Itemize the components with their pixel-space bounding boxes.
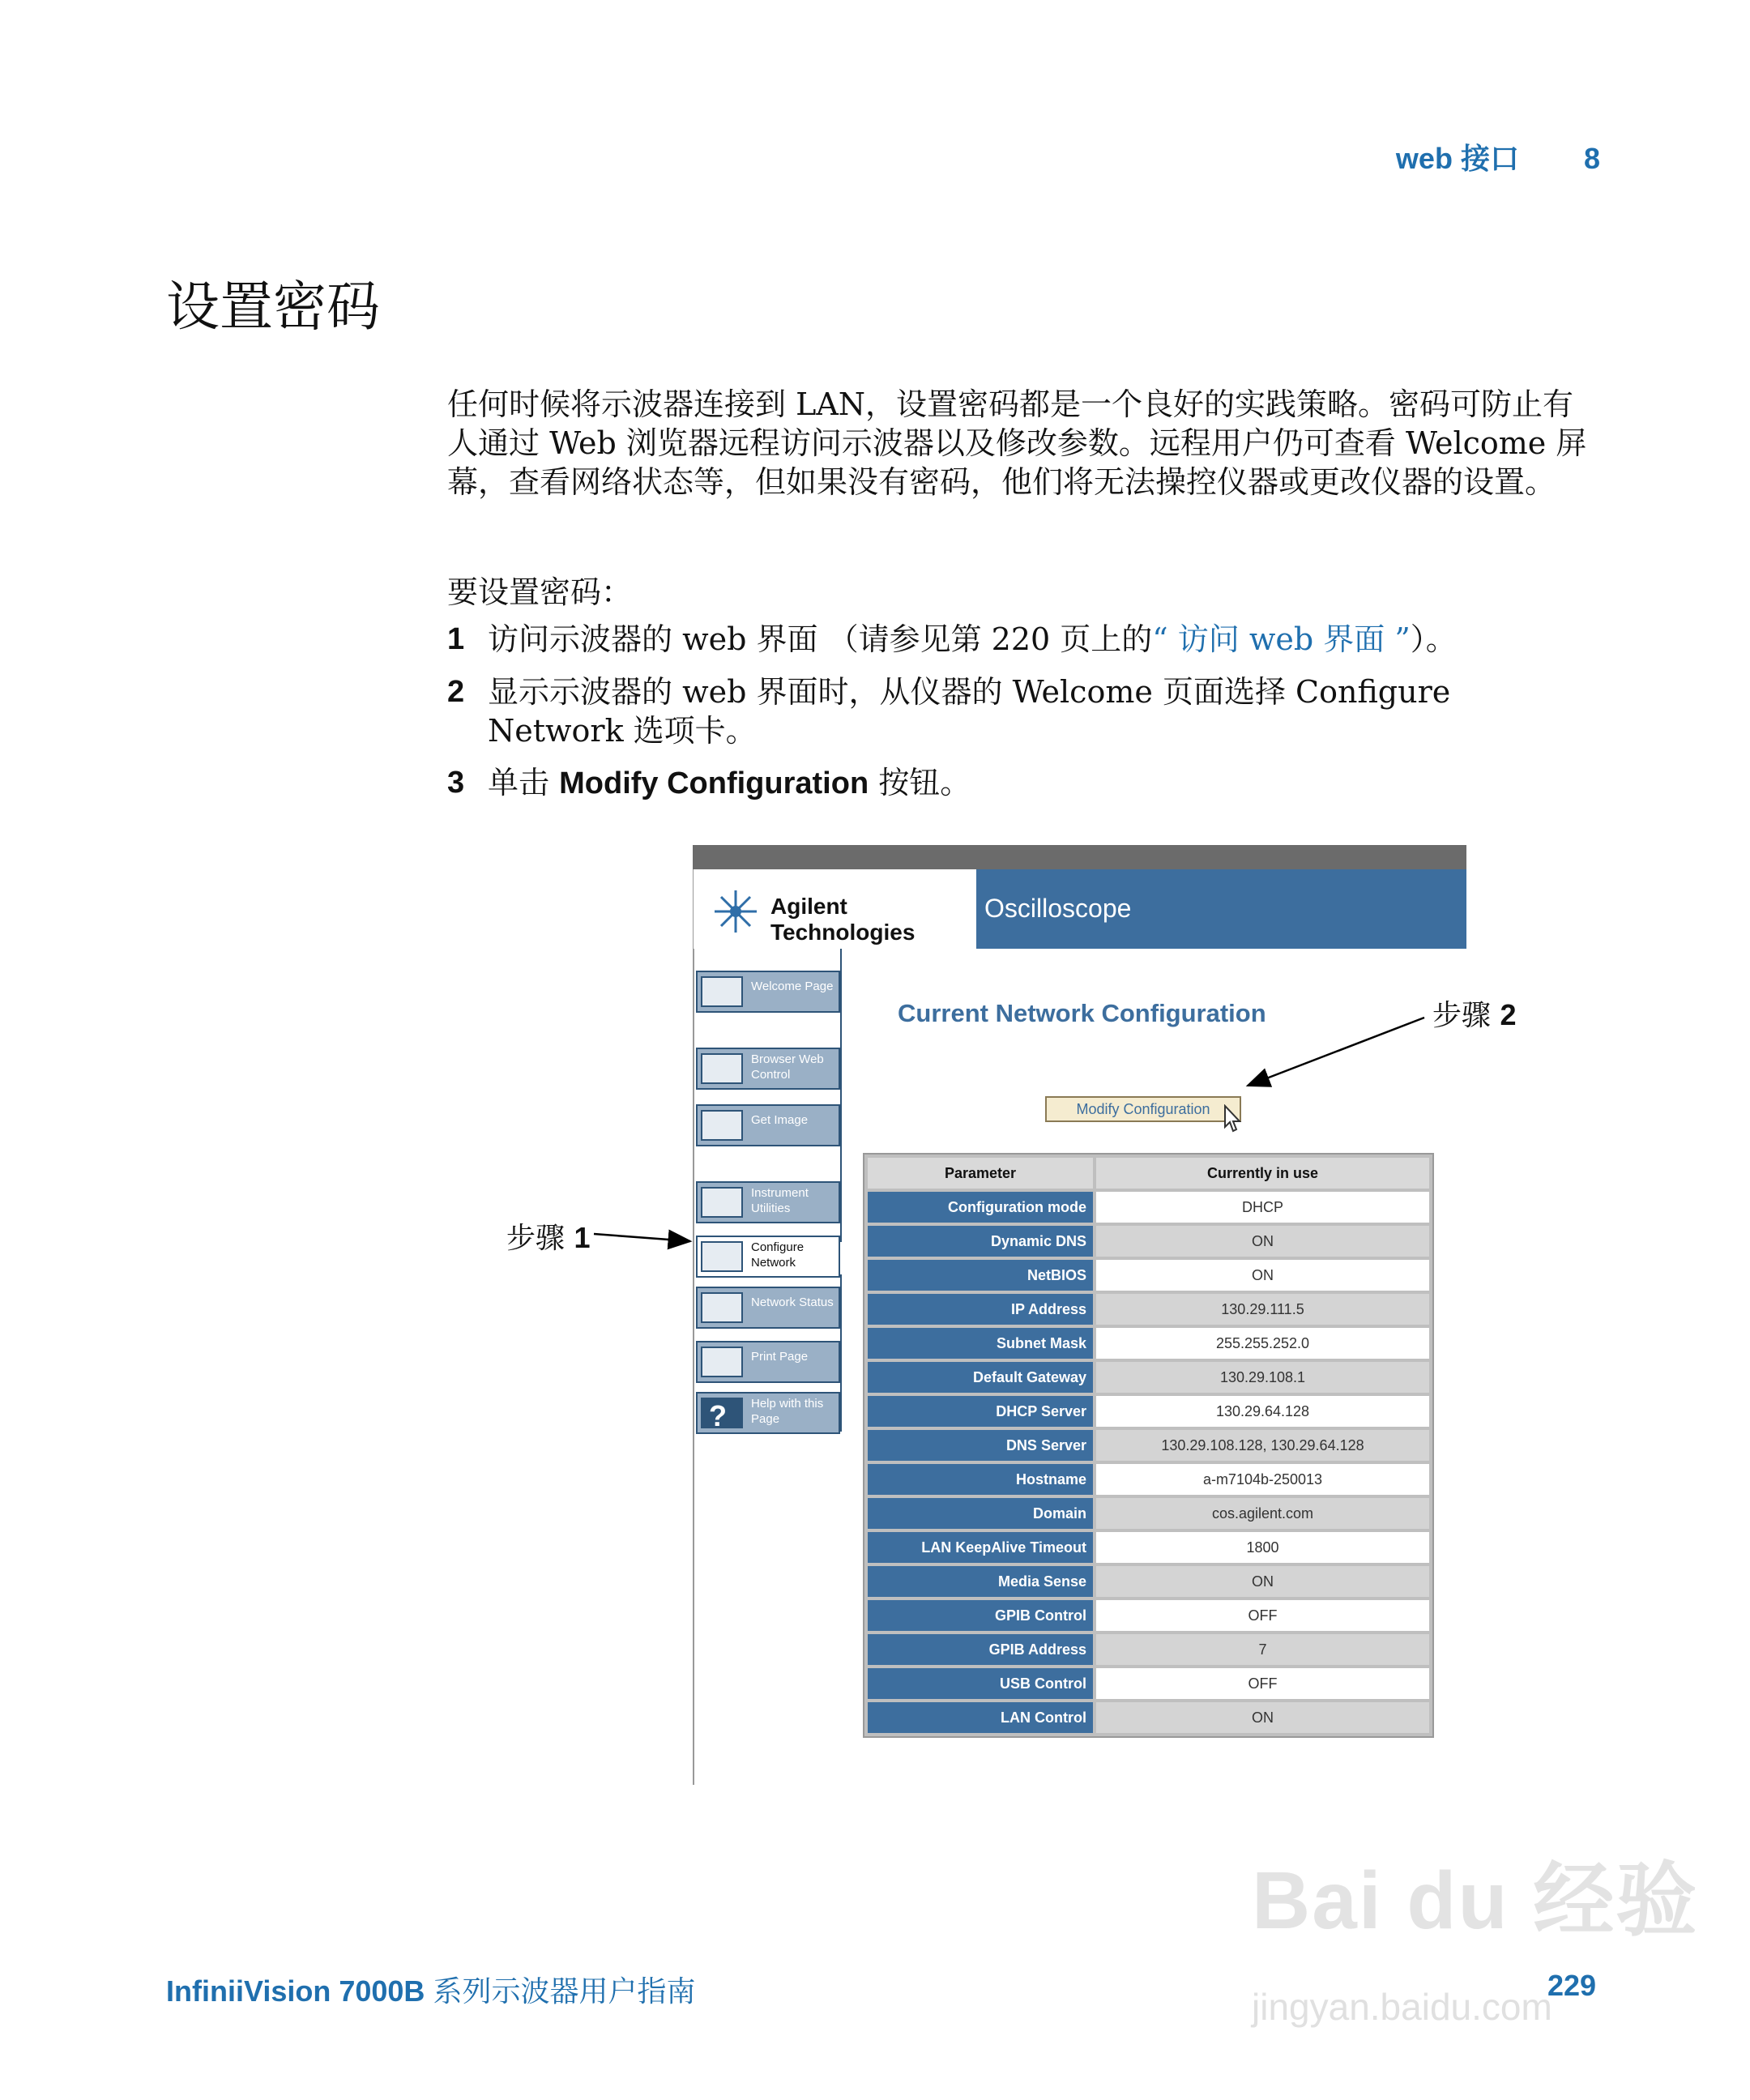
- value-cell: OFF: [1096, 1600, 1429, 1631]
- footer-product: InfiniiVision 7000B: [166, 1974, 425, 2008]
- value-cell: cos.agilent.com: [1096, 1498, 1429, 1529]
- link-access-web-interface[interactable]: “ 访问 web 界面 ”: [1152, 621, 1411, 657]
- value-cell: ON: [1096, 1226, 1429, 1257]
- value-cell: 255.255.252.0: [1096, 1328, 1429, 1359]
- parameter-cell: Configuration mode: [868, 1192, 1093, 1223]
- value-cell: 1800: [1096, 1532, 1429, 1563]
- step-ui-label: Modify Configuration: [559, 766, 869, 800]
- parameter-cell: Media Sense: [868, 1566, 1093, 1597]
- parameter-cell: GPIB Control: [868, 1600, 1093, 1631]
- parameter-cell: NetBIOS: [868, 1260, 1093, 1291]
- footer-title: [166, 1969, 695, 2010]
- nav-label: Configure Network: [751, 1240, 805, 1270]
- value-cell: DHCP: [1096, 1192, 1429, 1223]
- step-text-end: ）。: [1410, 621, 1457, 657]
- value-cell: ON: [1096, 1702, 1429, 1733]
- parameter-cell: LAN KeepAlive Timeout: [868, 1532, 1093, 1563]
- nav-label: Browser Web Control: [751, 1052, 824, 1082]
- parameter-cell: DNS Server: [868, 1430, 1093, 1461]
- footer-suffix: 系列示波器用户指南: [433, 1975, 696, 2008]
- page-title: 设置密码: [166, 275, 380, 338]
- parameter-cell: Domain: [868, 1498, 1093, 1529]
- value-cell: 130.29.111.5: [1096, 1294, 1429, 1325]
- steps-lead: 要设置密码：: [447, 574, 633, 610]
- value-cell: OFF: [1096, 1668, 1429, 1699]
- nav-label: Instrument Utilities: [751, 1186, 809, 1215]
- parameter-cell: USB Control: [868, 1668, 1093, 1699]
- section-name: web 接口: [1395, 142, 1519, 175]
- value-cell: 130.29.64.128: [1096, 1396, 1429, 1427]
- parameter-cell: IP Address: [868, 1294, 1093, 1325]
- page-number: 229: [1547, 1969, 1597, 2002]
- step-number: 2: [447, 675, 465, 709]
- step-text-end: 按钮。: [878, 765, 971, 800]
- value-cell: 130.29.108.128, 130.29.64.128: [1096, 1430, 1429, 1461]
- step-number: 3: [447, 766, 465, 800]
- config-heading: Current Network Configuration: [898, 999, 1266, 1027]
- help-icon: ?: [701, 1398, 743, 1428]
- nav-label: Print Page: [751, 1350, 809, 1364]
- annotation-step-1: 步骤 1: [506, 1221, 591, 1255]
- nav-label: Help with this Page: [751, 1397, 824, 1426]
- product-name: Oscilloscope: [984, 894, 1132, 923]
- parameter-cell: GPIB Address: [868, 1634, 1093, 1665]
- nav-label: Welcome Page: [751, 980, 834, 993]
- step-text: 单击: [488, 765, 550, 800]
- step-text: 访问示波器的 web 界面 （请参见第 220 页上的: [488, 621, 1153, 657]
- value-cell: 130.29.108.1: [1096, 1362, 1429, 1393]
- brand-name: Agilent Technologies: [770, 894, 916, 945]
- value-cell: a-m7104b-250013: [1096, 1464, 1429, 1495]
- column-header: Parameter: [868, 1158, 1093, 1189]
- parameter-cell: Subnet Mask: [868, 1328, 1093, 1359]
- parameter-cell: Dynamic DNS: [868, 1226, 1093, 1257]
- value-cell: ON: [1096, 1566, 1429, 1597]
- value-cell: 7: [1096, 1634, 1429, 1665]
- chapter-number: 8: [1583, 142, 1600, 175]
- parameter-cell: Hostname: [868, 1464, 1093, 1495]
- intro-paragraph: 任何时候将示波器连接到 LAN，设置密码都是一个良好的实践策略。密码可防止有人通过 Web 浏览器远程访问示波器以及修改参数。远程用户仍可查看 Welcome 屏幕，查看网络状态等，但如果没有密码，他们将无法操控仪器或更改仪器的设置。: [447, 386, 1587, 500]
- step-text: 显示示波器的 web 界面时，从仪器的 Welcome 页面选择 Configure Network 选项卡。: [488, 674, 1451, 749]
- parameter-cell: Default Gateway: [868, 1362, 1093, 1393]
- nav-label: Network Status: [751, 1295, 834, 1309]
- watermark-url: jingyan.baidu.com: [1252, 1986, 1552, 2028]
- parameter-cell: LAN Control: [868, 1702, 1093, 1733]
- arrow-to-modify-button: [1248, 1018, 1424, 1086]
- value-cell: ON: [1096, 1260, 1429, 1291]
- watermark-logo: Bai du 经验: [1252, 1855, 1699, 1946]
- modify-configuration-button[interactable]: Modify Configuration: [1045, 1096, 1241, 1122]
- column-header: Currently in use: [1096, 1158, 1429, 1189]
- step-number: 1: [447, 622, 465, 656]
- nav-label: Get Image: [751, 1113, 809, 1127]
- parameter-cell: DHCP Server: [868, 1396, 1093, 1427]
- annotation-step-2: 步骤 2: [1432, 998, 1517, 1032]
- arrow-to-configure-network: [594, 1234, 690, 1241]
